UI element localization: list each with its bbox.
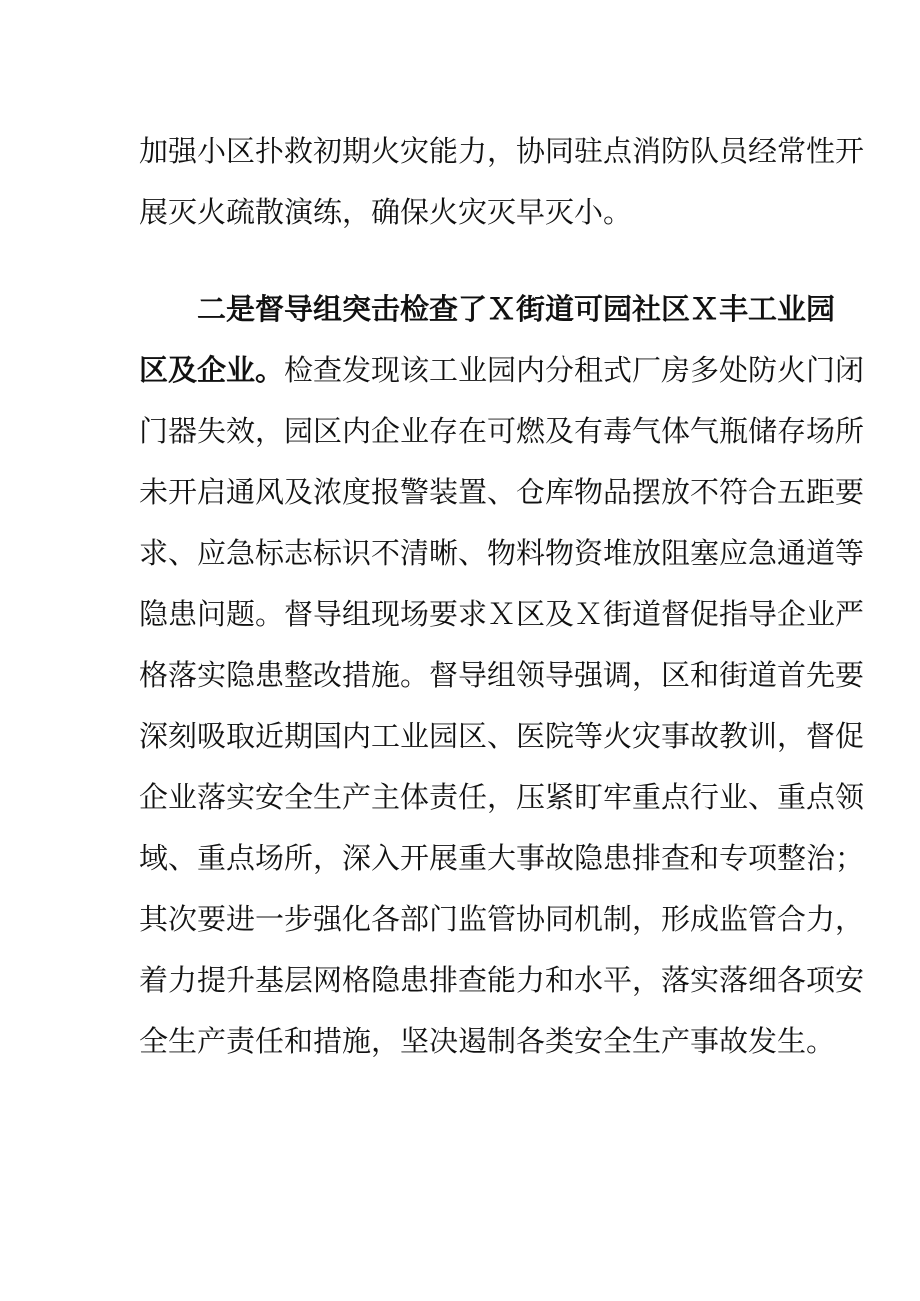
text-line (139, 346, 865, 394)
text-line: 深刻吸取近期国内工业园区、医院等火灾事故教训，督促 (139, 719, 865, 753)
text-line-bold-heading: 二是督导组突击检查了Ｘ街道可园社区Ｘ丰工业园 (197, 292, 836, 326)
text-line: 门器失效，园区内企业存在可燃及有毒气体气瓶储存场所 (139, 414, 865, 448)
text-line: 全生产责任和措施，坚决遏制各类安全生产事故发生。 (139, 1024, 836, 1058)
text-line: 求、应急标志标识不清晰、物料物资堆放阻塞应急通道等 (139, 536, 865, 570)
bold-heading-end: 区及企业。 (139, 353, 285, 387)
text-line: 展灭火疏散演练，确保火灾灭早灭小。 (139, 195, 633, 229)
text-line: 企业落实安全生产主体责任，压紧盯牢重点行业、重点领 (139, 780, 865, 814)
text-run: 检查发现该工业园内分租式厂房多处防火门闭 (284, 353, 865, 387)
text-line: 其次要进一步强化各部门监管协同机制，形成监管合力， (139, 902, 865, 936)
text-line: 着力提升基层网格隐患排查能力和水平，落实落细各项安 (139, 963, 865, 997)
text-line: 域、重点场所，深入开展重大事故隐患排查和专项整治； (139, 841, 865, 875)
text-line: 加强小区扑救初期火灾能力，协同驻点消防队员经常性开 (139, 134, 865, 168)
text-line: 格落实隐患整改措施。督导组领导强调，区和街道首先要 (139, 658, 865, 692)
text-line: 隐患问题。督导组现场要求Ｘ区及Ｘ街道督促指导企业严 (139, 597, 865, 631)
text-line: 未开启通风及浓度报警装置、仓库物品摆放不符合五距要 (139, 475, 865, 509)
